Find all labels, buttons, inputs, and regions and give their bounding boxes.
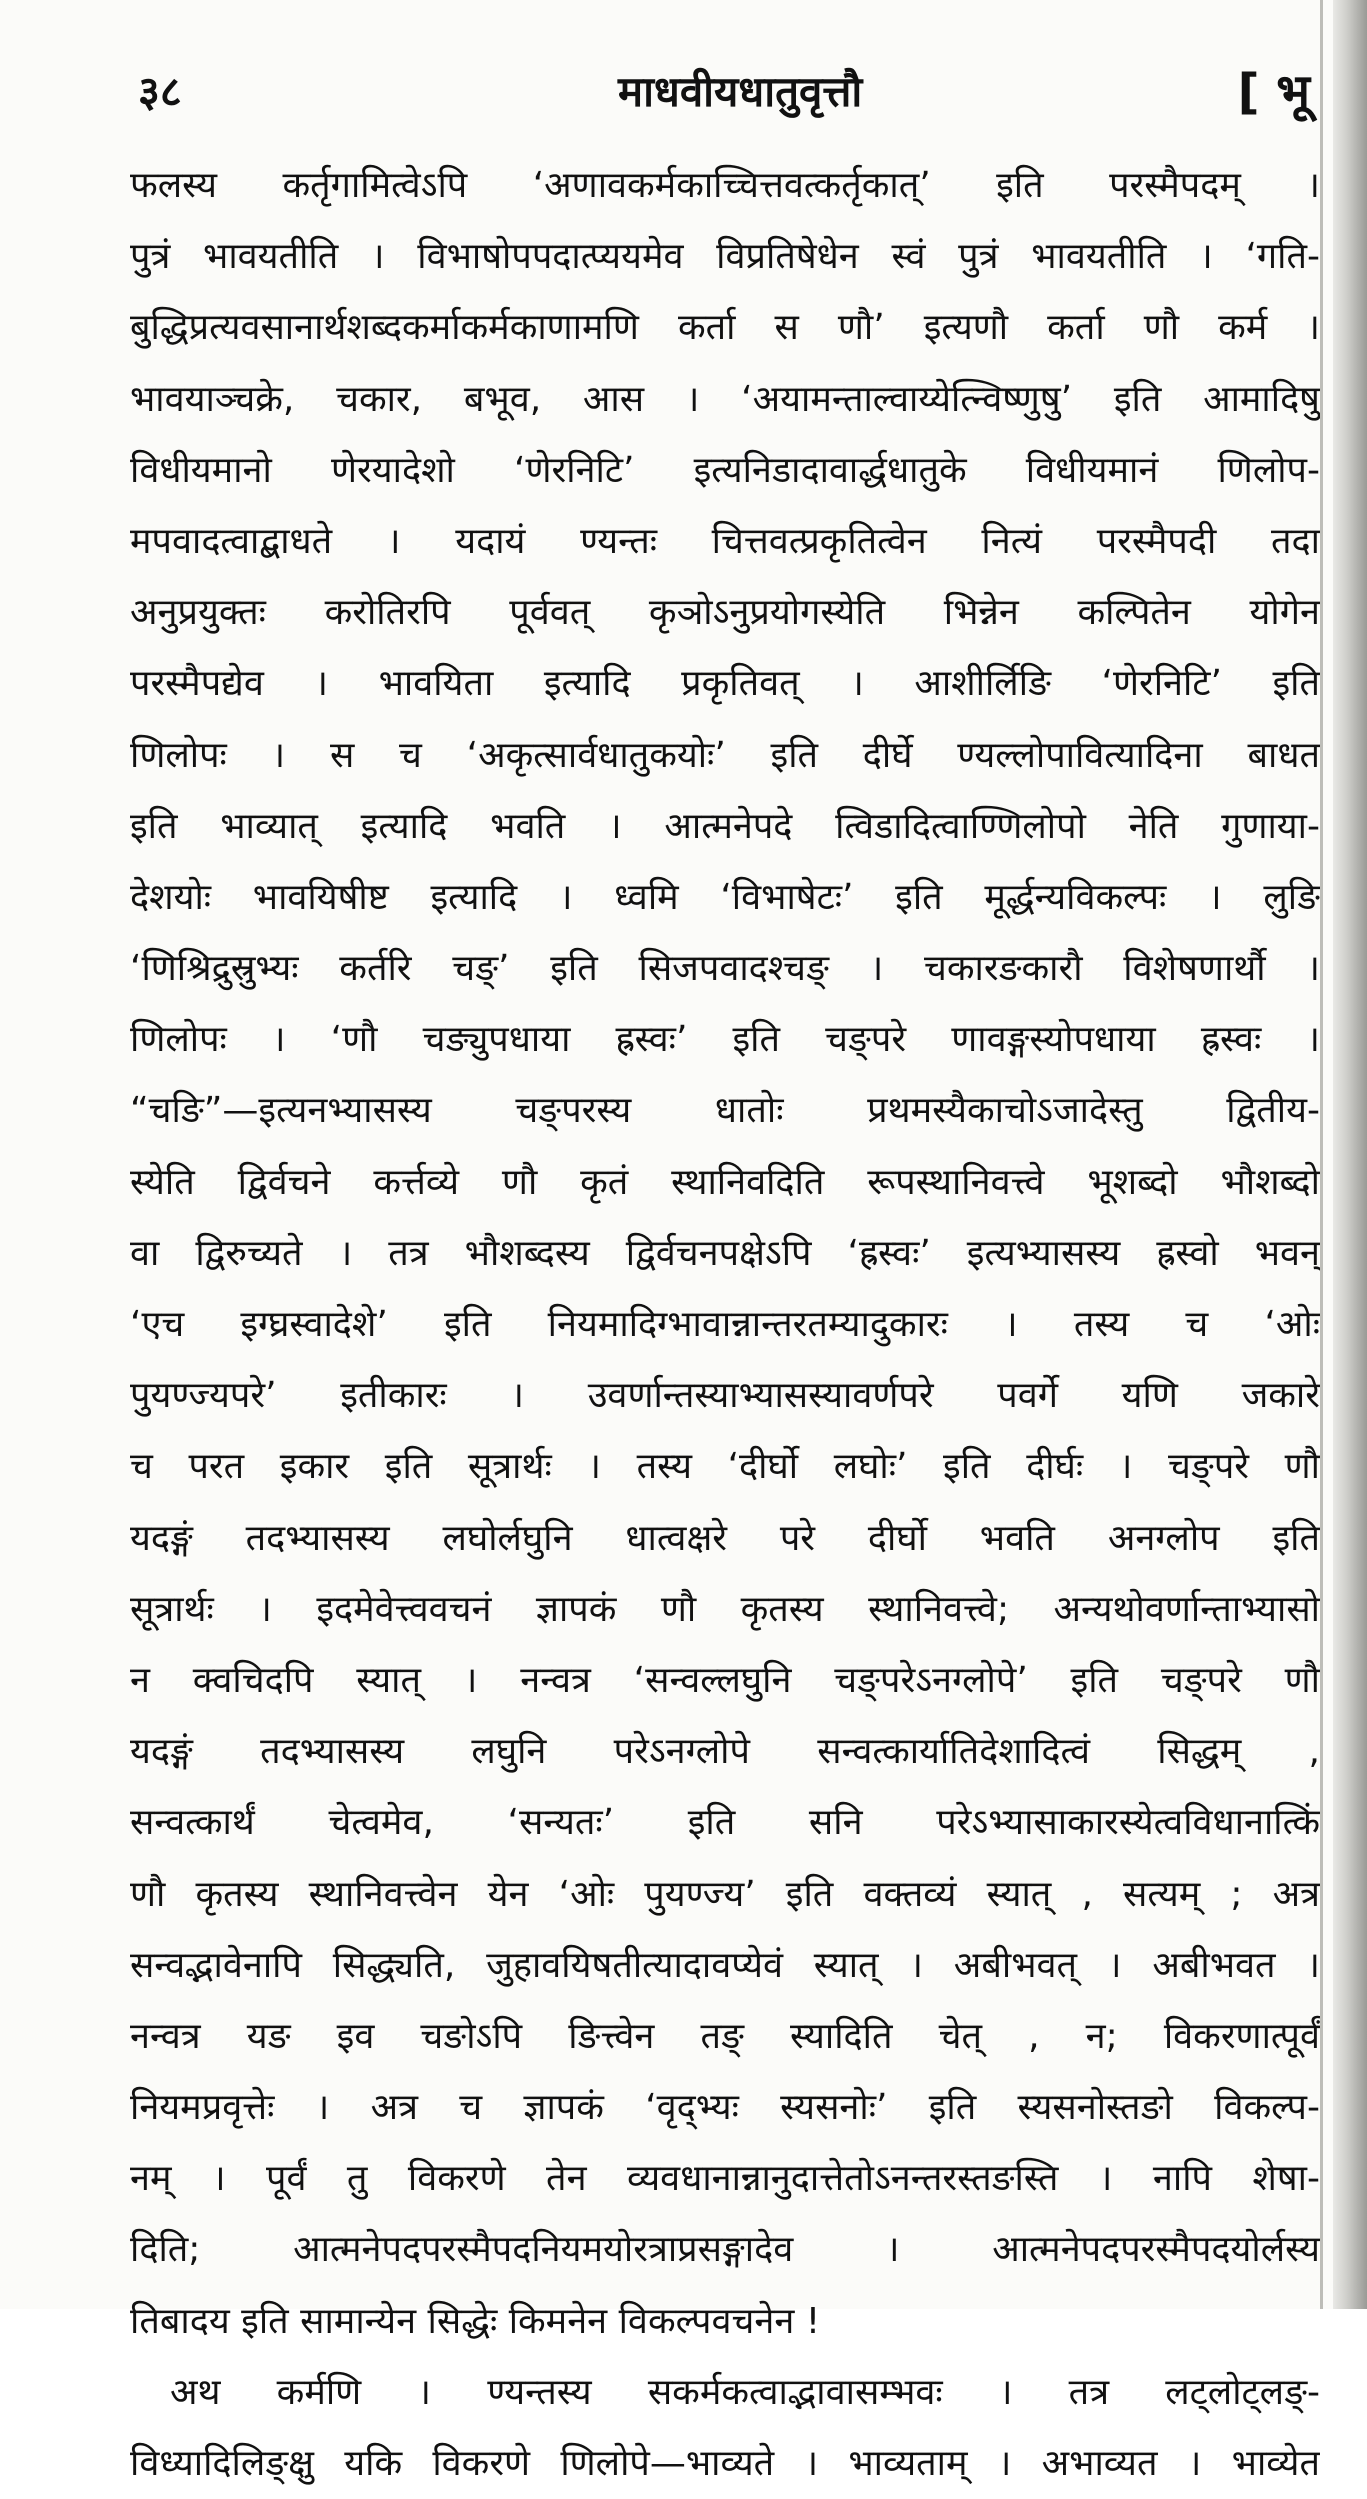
text-line: इति भाव्यात् इत्यादि भवति । आत्मनेपदे त्विडादित्वाण्णिलोपो नेति गुणाया-	[130, 805, 1320, 847]
text-line: परस्मैपद्येव । भावयिता इत्यादि प्रकृतिवत् । आशीर्लिङि ‘णेरनिटि’ इति	[130, 663, 1320, 705]
body-text	[130, 150, 1320, 2499]
text-line: णिलोपः । स च ‘अकृत्सार्वधातुकयोः’ इति दीर्घे ण्यल्लोपावित्यादिना बाधत	[130, 734, 1320, 776]
page-header	[138, 62, 1338, 132]
text-line: देशयोः भावयिषीष्ट इत्यादि । ध्वमि ‘विभाषेटः’ इति मूर्द्धन्यविकल्पः । लुङि	[130, 876, 1320, 918]
text-line: मपवादत्वाद्बाधते । यदायं ण्यन्तः चित्तवत्प्रकृतित्वेन नित्यं परस्मैपदी तदा	[130, 520, 1320, 562]
text-line: नम् । पूर्वं तु विकरणे तेन व्यवधानान्नानुदात्तेतोऽनन्तरस्तङस्ति । नापि शेषा-	[130, 2158, 1320, 2200]
text-line: पुयण्ज्यपरे’ इतीकारः । उवर्णान्तस्याभ्यासस्यावर्णपरे पवर्गे यणि जकारे	[130, 1375, 1320, 1417]
text-line: बुद्धिप्रत्यवसानार्थशब्दकर्माकर्मकाणामणि कर्ता स णौ’ इत्यणौ कर्ता णौ कर्म ।	[130, 307, 1320, 349]
text-line: “चङि”—इत्यनभ्यासस्य चङ्परस्य धातोः प्रथमस्यैकाचोऽजादेस्तु द्वितीय-	[130, 1090, 1320, 1132]
text-line: सन्वद्भावेनापि सिद्ध्यति, जुहावयिषतीत्यादावप्येवं स्यात् । अबीभवत् । अबीभवत ।	[130, 1944, 1320, 1986]
text-line: स्येति द्विर्वचने कर्त्तव्ये णौ कृतं स्थानिवदिति रूपस्थानिवत्त्वे भूशब्दो भौशब्दो	[130, 1161, 1320, 1203]
text-line: नन्वत्र यङ इव चङोऽपि ङित्त्वेन तङ् स्यादिति चेत् , न; विकरणात्पूर्वं	[130, 2015, 1320, 2057]
text-line: सूत्रार्थः । इदमेवेत्त्ववचनं ज्ञापकं णौ कृतस्य स्थानिवत्त्वे; अन्यथोवर्णान्ताभ्यासो	[130, 1588, 1320, 1630]
text-line: यदङ्गं तदभ्यासस्य लघोर्लघुनि धात्वक्षरे परे दीर्घो भवति अनग्लोप इति	[130, 1517, 1320, 1559]
text-line: विध्यादिलिङ्क्षु यकि विकरणे णिलोपे—भाव्यते । भाव्यताम् । अभाव्यत । भाव्येत	[130, 2443, 1320, 2484]
text-line: फलस्य कर्तृगामित्वेऽपि ‘अणावकर्मकाच्चित्तवत्कर्तृकात्’ इति परस्मैपदम् ।	[130, 165, 1320, 206]
text-line: भावयाञ्चक्रे, चकार, बभूव, आस । ‘अयामन्ताल्वाय्येत्न्विष्णुषु’ इति आमादिषु	[130, 378, 1320, 420]
running-title: माधवीयधातुवृत्तौ	[618, 67, 863, 116]
text-line: नियमप्रवृत्तेः । अत्र च ज्ञापकं ‘वृद्भ्यः स्यसनोः’ इति स्यसनोस्तङो विकल्प-	[130, 2087, 1320, 2129]
text-line: णौ कृतस्य स्थानिवत्त्वेन येन ‘ओः पुयण्ज्य’ इति वक्तव्यं स्यात् , सत्यम् ; अत्र	[130, 1873, 1320, 1915]
text-line: न क्वचिदपि स्यात् । नन्वत्र ‘सन्वल्लघुनि चङ्परेऽनग्लोपे’ इति चङ्परे णौ	[130, 1659, 1320, 1701]
text-line: विधीयमानो णेरयादेशो ‘णेरनिटि’ इत्यनिडादावार्द्धधातुके विधीयमानं णिलोप-	[130, 449, 1320, 491]
section-mark: [ भू	[1237, 64, 1310, 120]
page-number: ३८	[138, 67, 182, 116]
text-line: पुत्रं भावयतीति । विभाषोपपदात्प्ययमेव विप्रतिषेधेन स्वं पुत्रं भावयतीति । ‘गति-	[130, 236, 1320, 278]
text-line: वा द्विरुच्यते । तत्र भौशब्दस्य द्विर्वचनपक्षेऽपि ‘ह्रस्वः’ इत्यभ्यासस्य ह्रस्वो भवन्	[130, 1232, 1320, 1274]
text-line: ‘णिश्रिद्रुस्रुभ्यः कर्तरि चङ्’ इति सिजपवादश्चङ् । चकारङकारौ विशेषणार्थौ ।	[130, 948, 1320, 990]
book-spine-shadow	[1333, 0, 1367, 2309]
text-line: ‘एच इग्घ्रस्वादेशे’ इति नियमादिग्भावान्नान्तरतम्यादुकारः । तस्य च ‘ओः	[130, 1304, 1320, 1345]
text-line: सन्वत्कार्थं चेत्वमेव, ‘सन्यतः’ इति सनि परेऽभ्यासाकारस्येत्वविधानात्किं	[130, 1802, 1320, 1844]
text-line: दिति; आत्मनेपदपरस्मैपदनियमयोरत्राप्रसङ्गादेव । आत्मनेपदपरस्मैपदयोर्लस्य	[130, 2229, 1320, 2271]
paragraph-start-line: अथ कर्मणि । ण्यन्तस्य सकर्मकत्वाद्भावासम्भवः । तत्र लट्लोट्लङ्-	[170, 2371, 1320, 2413]
text-line: अनुप्रयुक्तः करोतिरपि पूर्ववत् कृञोऽनुप्रयोगस्येति भिन्नेन कल्पितेन योगेन	[130, 592, 1320, 634]
page-edge-line	[1320, 0, 1323, 2309]
paragraph-end-line: तिबादय इति सामान्येन सिद्धेः किमनेन विकल्पवचनेन !	[130, 2300, 821, 2342]
text-line: णिलोपः । ‘णौ चङ्युपधाया ह्रस्वः’ इति चङ्परे णावङ्गस्योपधाया ह्रस्वः ।	[130, 1019, 1320, 1061]
text-line: यदङ्गं तदभ्यासस्य लघुनि परेऽनग्लोपे सन्वत्कार्यातिदेशादित्वं सिद्धम् ,	[130, 1731, 1320, 1773]
text-line: च परत इकार इति सूत्रार्थः । तस्य ‘दीर्घो लघोः’ इति दीर्घः । चङ्परे णौ	[130, 1446, 1320, 1488]
